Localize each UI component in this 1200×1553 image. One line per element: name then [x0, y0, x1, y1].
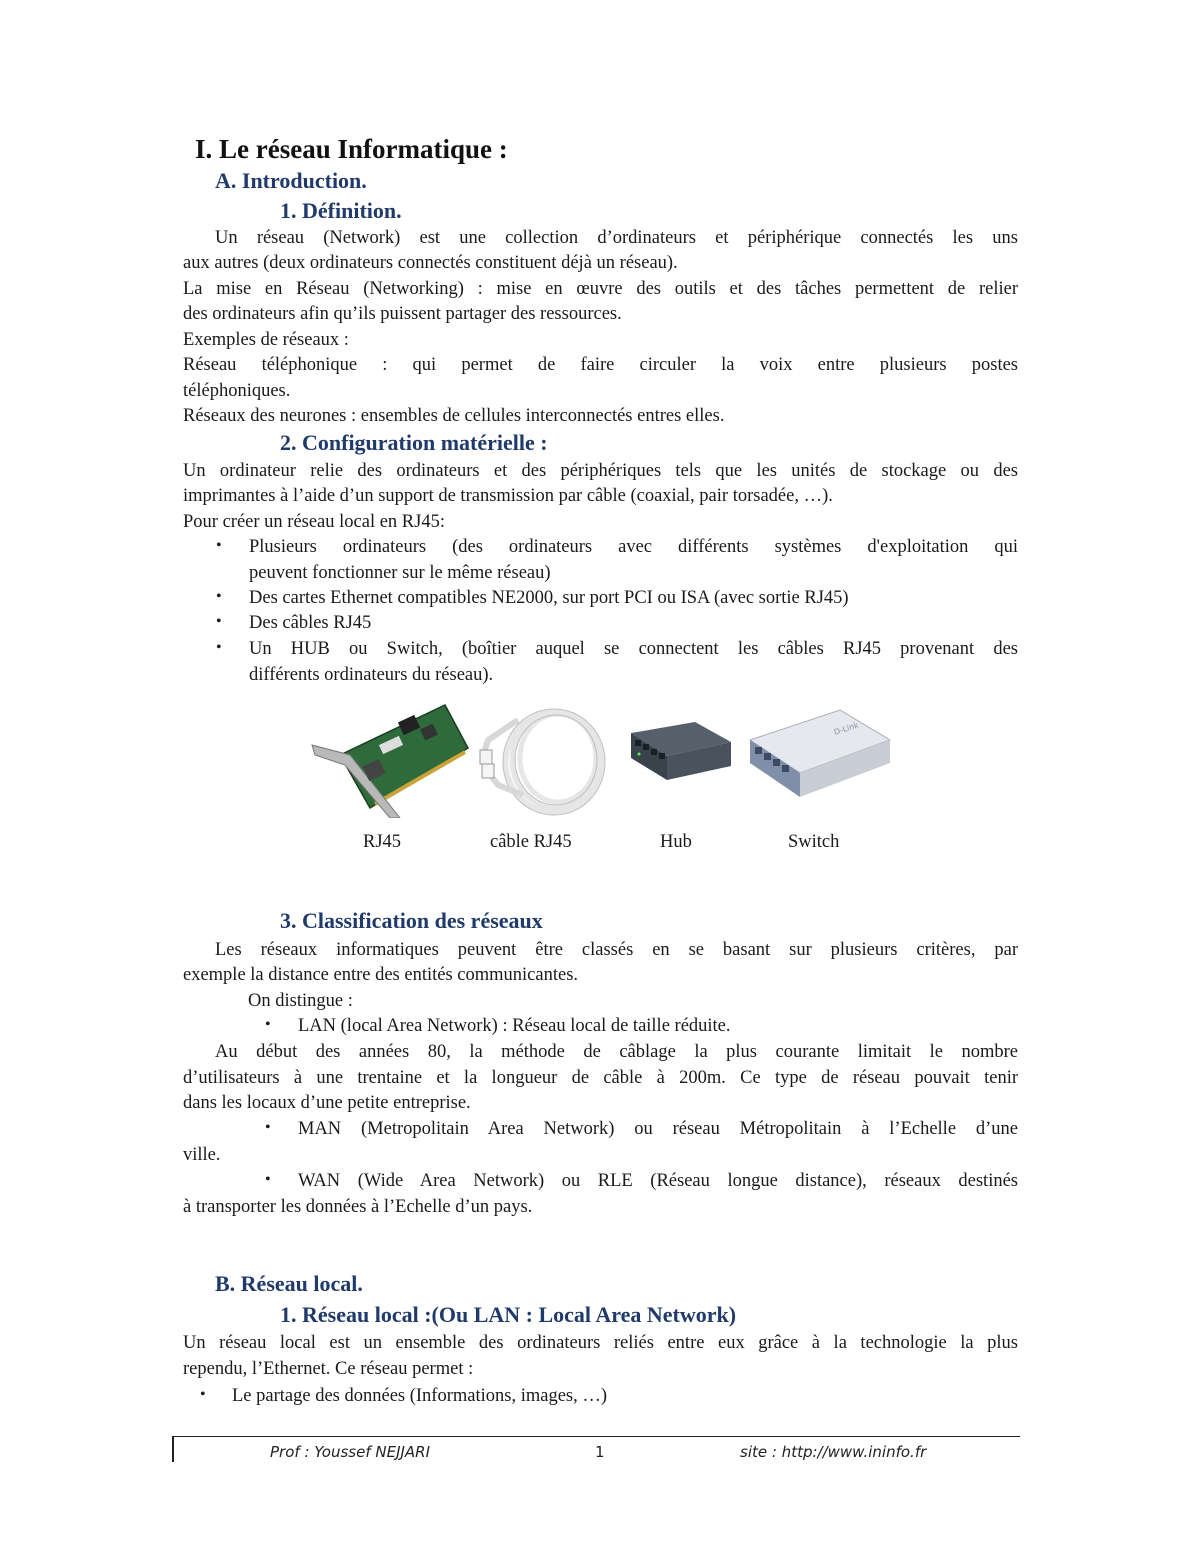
svg-text:D-Link: D-Link — [832, 720, 860, 737]
definition-line-6: Réseau téléphonique : qui permet de faire circuler la voix entre plusieurs postes — [183, 355, 1018, 375]
footer-rule-tick — [172, 1436, 174, 1462]
classification-line-2: exemple la distance entre des entités communicantes. — [183, 965, 579, 985]
bullet-point: • — [216, 537, 222, 554]
bullet-3: Des câbles RJ45 — [249, 613, 372, 633]
lan-paragraph-line-3: dans les locaux d’une petite entreprise. — [183, 1093, 471, 1113]
caption-switch: Switch — [788, 832, 840, 852]
definition-line-2: aux autres (deux ordinateurs connectés constituent déjà un réseau). — [183, 253, 678, 273]
bullet-point: • — [216, 588, 222, 605]
network-card-image — [310, 700, 470, 818]
bullet-point: • — [265, 1119, 271, 1136]
bullet-1-line-1: Plusieurs ordinateurs (des ordinateurs avec différents systèmes d'exploitation qui — [249, 537, 1018, 557]
lan-paragraph-line-1: Au début des années 80, la méthode de câblage la plus courante limitait le nombre — [215, 1042, 1018, 1062]
definition-line-7: téléphoniques. — [183, 381, 291, 401]
definition-line-1: Un réseau (Network) est une collection d’ordinateurs et périphérique connectés les uns — [215, 228, 1018, 248]
rj45-cable-image — [478, 700, 608, 818]
lan-item: LAN (local Area Network) : Réseau local de taille réduite. — [298, 1016, 731, 1036]
switch-image — [745, 705, 895, 800]
reseau-local-bullet-1: Le partage des données (Informations, images, …) — [232, 1386, 608, 1406]
section-b-reseau-local: B. Réseau local. — [215, 1271, 363, 1296]
configuration-line-1: Un ordinateur relie des ordinateurs et des périphériques tels que les unités de stockage ou des — [183, 461, 1018, 481]
footer-author: Prof : Youssef NEJJARI — [270, 1443, 431, 1461]
reseau-local-line-2: rependu, l’Ethernet. Ce réseau permet : — [183, 1359, 474, 1379]
subsection-classification: 3. Classification des réseaux — [280, 908, 543, 933]
definition-line-3: La mise en Réseau (Networking) : mise en œuvre des outils et des tâches permettent de relier — [183, 279, 1018, 299]
subsection-configuration-materielle: 2. Configuration matérielle : — [280, 430, 548, 455]
caption-hub: Hub — [660, 832, 692, 852]
bullet-2: Des cartes Ethernet compatibles NE2000, sur port PCI ou ISA (avec sortie RJ45) — [249, 588, 849, 608]
lan-paragraph-line-2: d’utilisateurs à une trentaine et la longueur de câble à 200m. Ce type de réseau pouvait tenir — [183, 1068, 1018, 1088]
footer-rule — [172, 1436, 1020, 1437]
section-a-introduction: A. Introduction. — [215, 168, 367, 193]
classification-line-1: Les réseaux informatiques peuvent être classés en se basant sur plusieurs critères, par — [215, 940, 1018, 960]
hub-image — [623, 718, 735, 788]
man-line-1: MAN (Metropolitain Area Network) ou réseau Métropolitain à l’Echelle d’une — [298, 1119, 1018, 1139]
bullet-4-line-2: différents ordinateurs du réseau). — [249, 665, 494, 685]
definition-line-4: des ordinateurs afin qu’ils puissent partager des ressources. — [183, 304, 622, 324]
bullet-point: • — [265, 1171, 271, 1188]
definition-line-5: Exemples de réseaux : — [183, 330, 349, 350]
subsection-definition: 1. Définition. — [280, 198, 402, 223]
footer-page-number: 1 — [595, 1443, 605, 1461]
configuration-line-3: Pour créer un réseau local en RJ45: — [183, 512, 445, 532]
bullet-point: • — [265, 1016, 271, 1033]
heading-le-reseau-informatique: I. Le réseau Informatique : — [195, 134, 508, 164]
classification-line-3: On distingue : — [248, 991, 353, 1011]
bullet-4-line-1: Un HUB ou Switch, (boîtier auquel se connectent les câbles RJ45 provenant des — [249, 639, 1018, 659]
man-line-2: ville. — [183, 1145, 221, 1165]
wan-line-2: à transporter les données à l’Echelle d’un pays. — [183, 1197, 533, 1217]
wan-line-1: WAN (Wide Area Network) ou RLE (Réseau longue distance), réseaux destinés — [298, 1171, 1018, 1191]
bullet-point: • — [216, 613, 222, 630]
subsection-reseau-local-lan: 1. Réseau local :(Ou LAN : Local Area Network) — [280, 1302, 737, 1327]
bullet-1-line-2: peuvent fonctionner sur le même réseau) — [249, 563, 551, 583]
configuration-line-2: imprimantes à l’aide d’un support de transmission par câble (coaxial, pair torsadée, …). — [183, 486, 833, 506]
bullet-point: • — [216, 639, 222, 656]
caption-cable-rj45: câble RJ45 — [490, 832, 572, 852]
footer-site: site : http://www.ininfo.fr — [740, 1443, 927, 1461]
caption-rj45: RJ45 — [363, 832, 402, 852]
definition-line-8: Réseaux des neurones : ensembles de cellules interconnectés entres elles. — [183, 406, 725, 426]
bullet-point: • — [200, 1386, 206, 1403]
reseau-local-line-1: Un réseau local est un ensemble des ordinateurs reliés entre eux grâce à la technologie la plus — [183, 1333, 1018, 1353]
